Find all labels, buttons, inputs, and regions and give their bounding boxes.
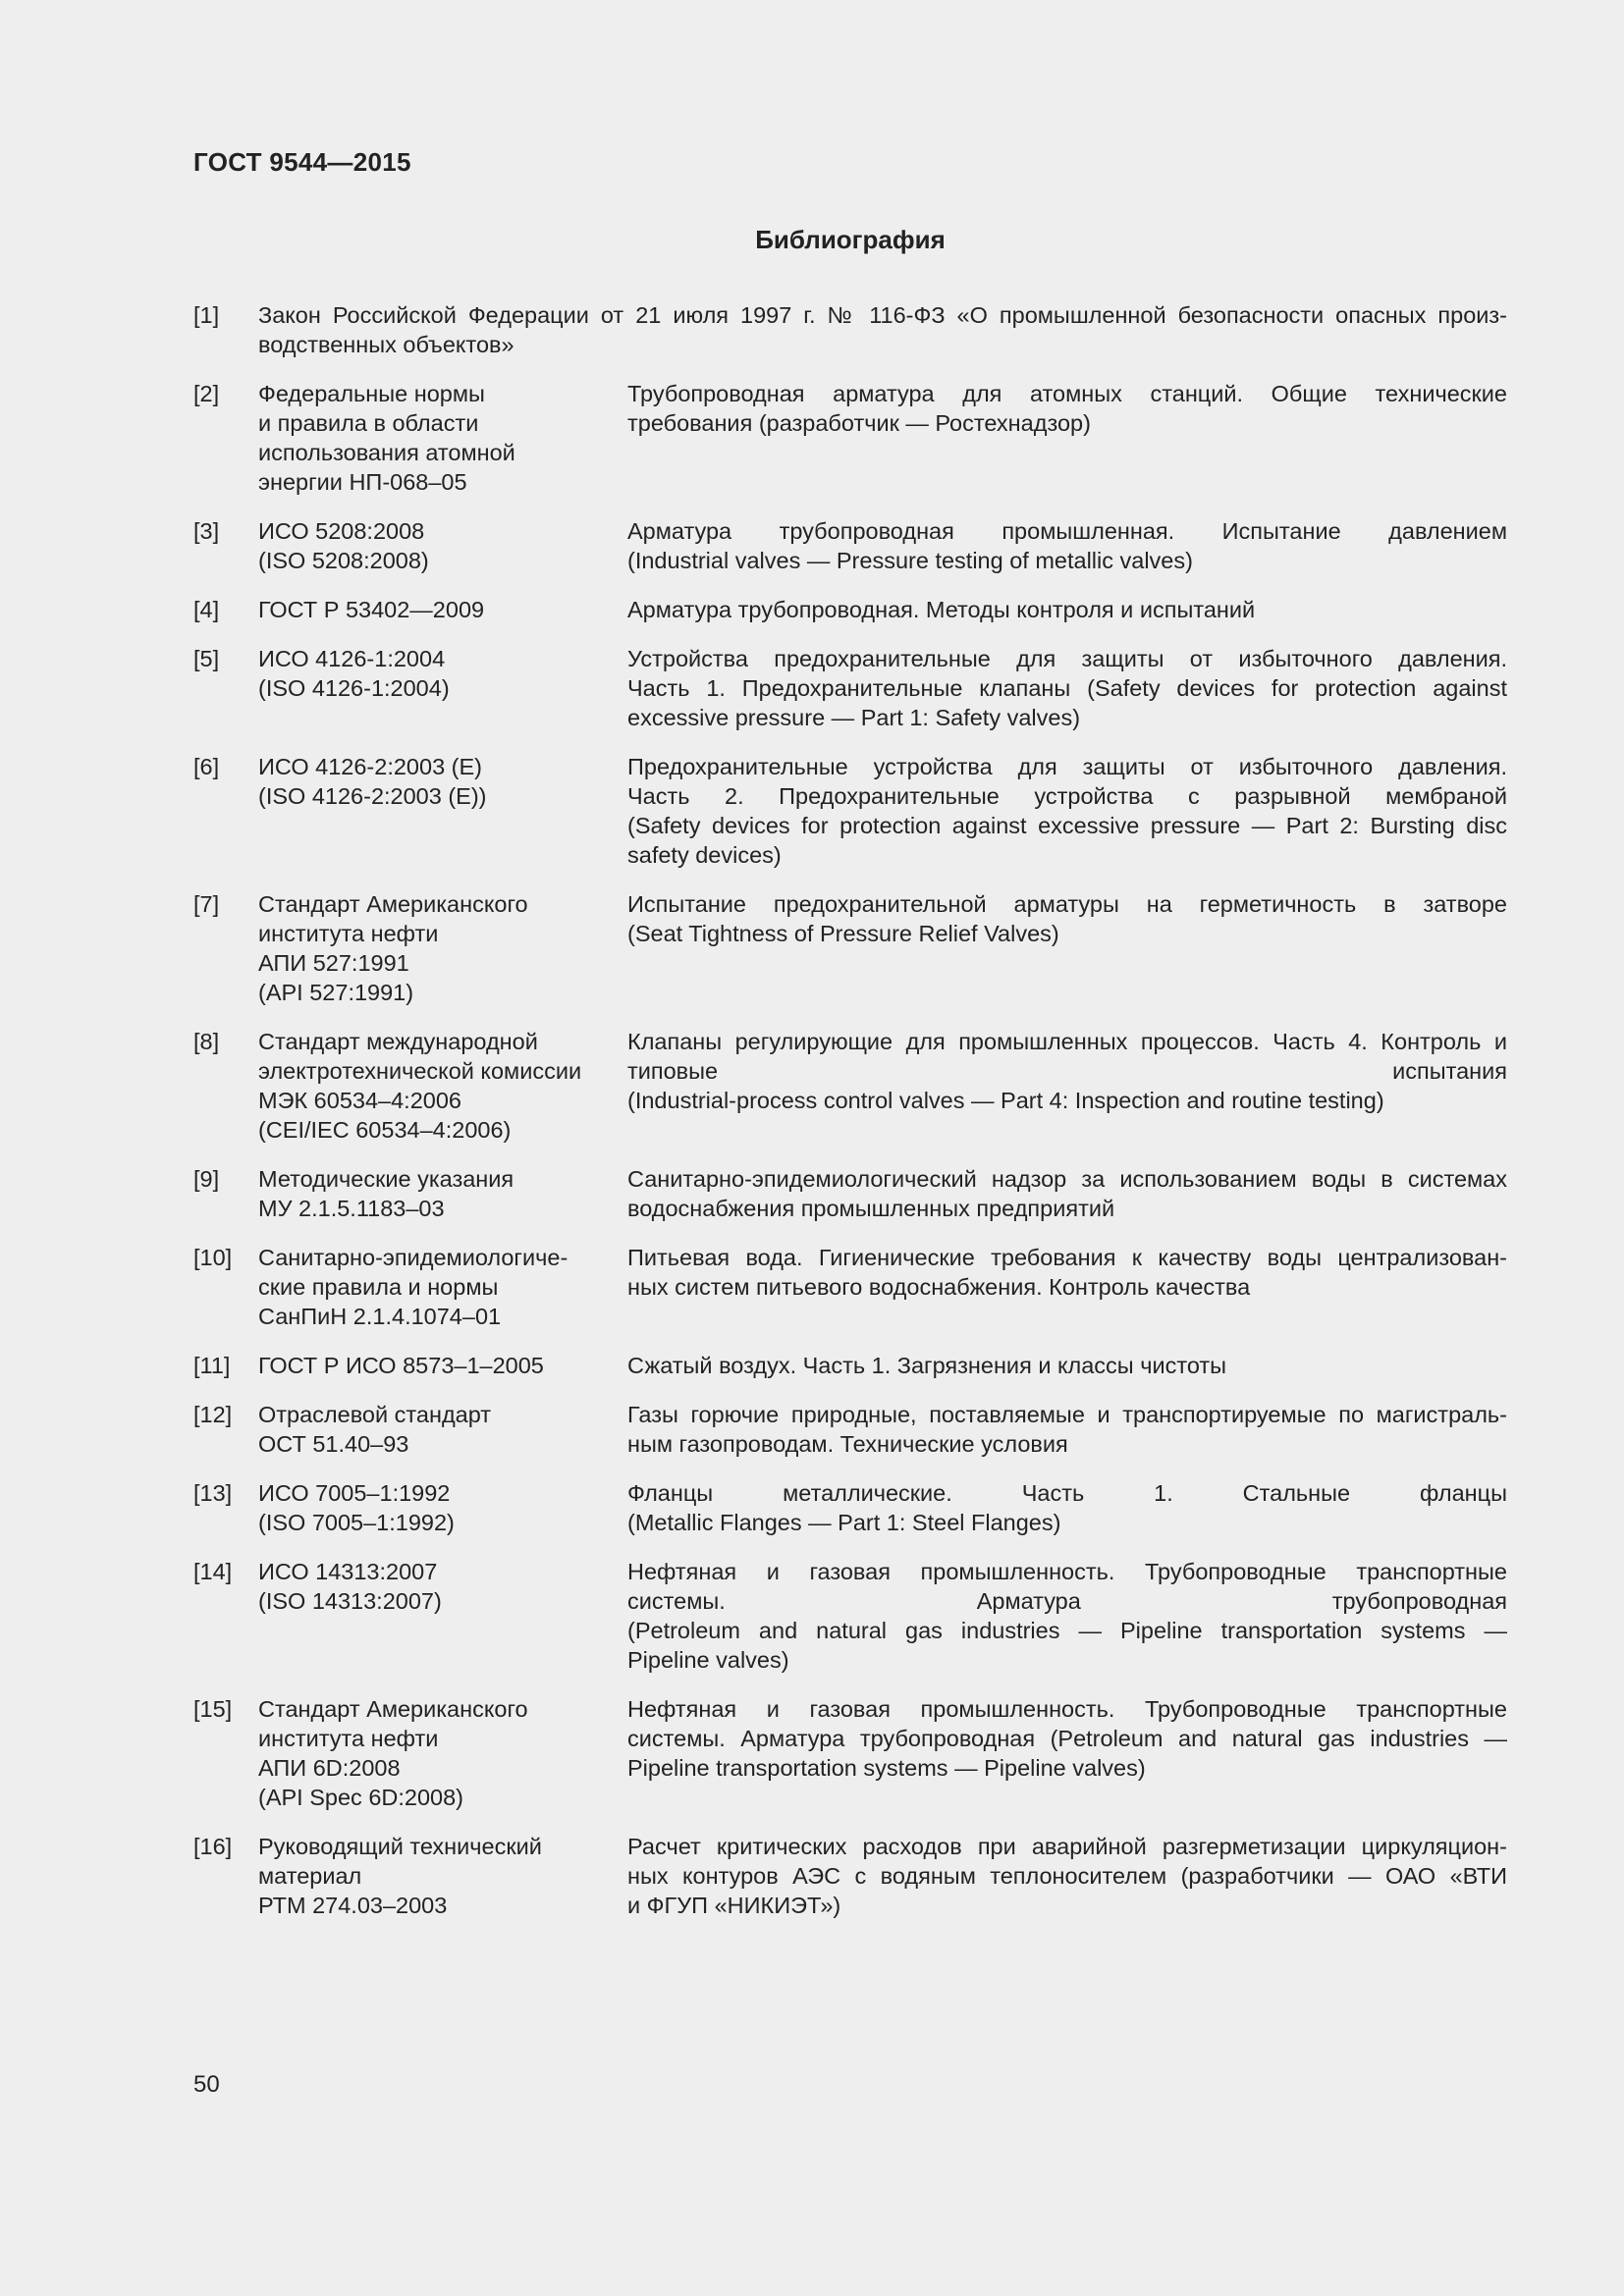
entry-source-line: Федеральные нормы [258, 381, 485, 406]
entry-source-line: ИСО 4126-1:2004 [258, 646, 446, 671]
entry-source-line: ские правила и нормы [258, 1274, 499, 1300]
entry-source-line: (ISO 7005–1:1992) [258, 1510, 455, 1535]
entry-source-line: АПИ 527:1991 [258, 950, 409, 976]
bibliography-entry [193, 1478, 1507, 1537]
entry-source-line: Стандарт международной [258, 1029, 538, 1054]
bibliography-entry [193, 1832, 1507, 1920]
entry-source-line: материал [258, 1863, 362, 1889]
entry-source-line: (ISO 5208:2008) [258, 548, 429, 573]
entry-number: [8] [193, 1029, 220, 1054]
entry-number: [4] [193, 597, 220, 622]
entry-title-line: ным газопроводам. Технические условия [627, 1431, 1068, 1457]
entry-number: [9] [193, 1166, 220, 1192]
entry-source-line: Отраслевой стандарт [258, 1402, 492, 1427]
bibliography-entry [193, 644, 1507, 732]
entry-source-line: (ISO 14313:2007) [258, 1588, 442, 1614]
entry-title-line: Предохранительные устройства для защиты от избыточного давления. [627, 754, 1507, 779]
bibliography-entry [193, 1164, 1507, 1223]
entry-title-line: требования (разработчик — Ростехнадзор) [627, 410, 1091, 436]
entry-title-line: (Industrial valves — Pressure testing of metallic valves) [627, 548, 1193, 573]
entry-source [258, 1832, 622, 1920]
entry-title-line: Питьевая вода. Гигиенические требования к качеству воды централизован- [627, 1245, 1507, 1270]
entry-source-line: СанПиН 2.1.4.1074–01 [258, 1304, 502, 1329]
entry-title-line: Газы горючие природные, поставляемые и транспортируемые по магистраль- [627, 1402, 1507, 1427]
entry-source-line: Руководящий технический [258, 1834, 542, 1859]
entry-source-line: института нефти [258, 921, 439, 946]
entry-source [258, 1478, 622, 1537]
entry-title [627, 644, 1507, 732]
entry-number: [13] [193, 1480, 233, 1506]
entry-source-line: Стандарт Американского [258, 1696, 528, 1722]
bibliography-list [193, 300, 1507, 1940]
entry-source-line: АПИ 6D:2008 [258, 1755, 401, 1781]
entry-title-line: Фланцы металлические. Часть 1. Стальные фланцы [627, 1480, 1507, 1506]
entry-source [258, 1694, 622, 1812]
entry-title-line: системы. Арматура трубопроводная [627, 1588, 1507, 1614]
entry-title [627, 752, 1507, 870]
bibliography-entry [193, 595, 1507, 624]
entry-number: [5] [193, 646, 220, 671]
entry-number: [2] [193, 381, 220, 406]
entry-source-line: (API Spec 6D:2008) [258, 1785, 463, 1810]
entry-source-line: Санитарно-эпидемиологиче- [258, 1245, 568, 1270]
bibliography-entry [193, 889, 1507, 1007]
entry-title-line: системы. Арматура трубопроводная (Petroleum and natural gas industries — [627, 1726, 1507, 1751]
entry-text-line: Закон Российской Федерации от 21 июля 1997 г. № 116-ФЗ «О промышленной безопасности опасных произ- [258, 302, 1507, 328]
entry-source-line: Стандарт Американского [258, 891, 528, 917]
entry-title [627, 1164, 1507, 1223]
entry-title-line: Арматура трубопроводная. Методы контроля и испытаний [627, 597, 1256, 622]
entry-title [627, 1832, 1507, 1920]
entry-number: [16] [193, 1834, 233, 1859]
entry-title-line: Сжатый воздух. Часть 1. Загрязнения и классы чистоты [627, 1353, 1227, 1378]
entry-title [627, 1027, 1507, 1115]
entry-source [258, 595, 622, 624]
entry-title-line: Арматура трубопроводная промышленная. Испытание давлением [627, 518, 1507, 544]
bibliography-entry [193, 300, 1507, 359]
entry-title-line: Часть 2. Предохранительные устройства с разрывной мембраной [627, 783, 1507, 809]
entry-number: [1] [193, 302, 220, 328]
bibliography-entry [193, 1243, 1507, 1331]
entry-title [627, 1478, 1507, 1537]
document-code: ГОСТ 9544—2015 [193, 147, 411, 177]
entry-number: [10] [193, 1245, 233, 1270]
entry-number: [15] [193, 1696, 233, 1722]
entry-title-line: excessive pressure — Part 1: Safety valves) [627, 705, 1081, 730]
entry-number: [12] [193, 1402, 233, 1427]
entry-source [258, 1557, 622, 1616]
entry-title-line: safety devices) [627, 842, 782, 868]
entry-title-line: Испытание предохранительной арматуры на герметичность в затворе [627, 891, 1507, 917]
entry-title [627, 595, 1507, 624]
entry-title-line: (Industrial-process control valves — Part 4: Inspection and routine testing) [627, 1088, 1384, 1113]
entry-source [258, 1164, 622, 1223]
entry-title-line: (Safety devices for protection against excessive pressure — Part 2: Bursting disc [627, 813, 1507, 838]
entry-source-line: Методические указания [258, 1166, 514, 1192]
bibliography-entry [193, 1351, 1507, 1380]
entry-source-line: ИСО 5208:2008 [258, 518, 425, 544]
entry-title-line: и ФГУП «НИКИЭТ») [627, 1893, 841, 1918]
entry-title-line: Устройства предохранительные для защиты от избыточного давления. [627, 646, 1507, 671]
entry-source-line: (ISO 4126-2:2003 (E)) [258, 783, 487, 809]
entry-title-line: Клапаны регулирующие для промышленных процессов. Часть 4. Контроль и [627, 1029, 1507, 1054]
entry-title [627, 1243, 1507, 1302]
entry-title-line: Pipeline valves) [627, 1647, 789, 1673]
entry-source-line: РТМ 274.03–2003 [258, 1893, 448, 1918]
entry-title-line: Трубопроводная арматура для атомных станций. Общие технические [627, 381, 1507, 406]
entry-source-line: (CEI/IEC 60534–4:2006) [258, 1117, 512, 1143]
entry-number: [14] [193, 1559, 233, 1584]
entry-source-line: и правила в области [258, 410, 479, 436]
page-number: 50 [193, 2071, 220, 2098]
entry-source-line: электротехнической комиссии [258, 1058, 582, 1084]
entry-title-line: Расчет критических расходов при аварийной разгерметизации циркуляцион- [627, 1834, 1507, 1859]
entry-text-line: водственных объектов» [258, 332, 514, 357]
entry-title-line: (Seat Tightness of Pressure Relief Valves) [627, 921, 1059, 946]
entry-source [258, 516, 622, 575]
entry-source [258, 379, 622, 497]
entry-number: [7] [193, 891, 220, 917]
entry-source-line: ИСО 4126-2:2003 (E) [258, 754, 482, 779]
entry-source-line: ГОСТ Р ИСО 8573–1–2005 [258, 1353, 544, 1378]
entry-source [258, 1400, 622, 1459]
entry-source-line: института нефти [258, 1726, 439, 1751]
entry-title-line: типовые испытания [627, 1058, 1507, 1084]
entry-title [627, 1351, 1507, 1380]
entry-source-line: МУ 2.1.5.1183–03 [258, 1196, 445, 1221]
entry-source [258, 889, 622, 1007]
bibliography-entry [193, 752, 1507, 870]
entry-source-line: ИСО 7005–1:1992 [258, 1480, 451, 1506]
entry-source [258, 1243, 622, 1331]
entry-source-line: ИСО 14313:2007 [258, 1559, 438, 1584]
entry-title [627, 379, 1507, 438]
entry-source-line: (ISO 4126-1:2004) [258, 675, 450, 701]
entry-title-line: Часть 1. Предохранительные клапаны (Safety devices for protection against [627, 675, 1507, 701]
entry-source-line: использования атомной [258, 440, 515, 465]
entry-source-line: МЭК 60534–4:2006 [258, 1088, 461, 1113]
entry-title [627, 1400, 1507, 1459]
bibliography-entry [193, 1400, 1507, 1459]
entry-number: [6] [193, 754, 220, 779]
entry-source-line: энергии НП-068–05 [258, 469, 467, 495]
entry-source [258, 1351, 622, 1380]
entry-source-line: ОСТ 51.40–93 [258, 1431, 409, 1457]
entry-title [627, 516, 1507, 575]
entry-source [258, 752, 622, 811]
bibliography-entry [193, 1027, 1507, 1145]
entry-full-text [258, 300, 1507, 359]
entry-source [258, 644, 622, 703]
entry-title [627, 1557, 1507, 1675]
entry-title-line: ных систем питьевого водоснабжения. Контроль качества [627, 1274, 1251, 1300]
entry-title [627, 889, 1507, 948]
entry-title-line: Нефтяная и газовая промышленность. Трубопроводные транспортные [627, 1559, 1507, 1584]
entry-title-line: Нефтяная и газовая промышленность. Трубопроводные транспортные [627, 1696, 1507, 1722]
entry-source-line: (API 527:1991) [258, 980, 414, 1005]
entry-number: [11] [193, 1353, 231, 1378]
entry-title [627, 1694, 1507, 1783]
section-title: Библиография [755, 225, 946, 254]
entry-title-line: ных контуров АЭС с водяным теплоносителем (разработчики — ОАО «ВТИ [627, 1863, 1507, 1889]
bibliography-entry [193, 379, 1507, 497]
entry-title-line: водоснабжения промышленных предприятий [627, 1196, 1115, 1221]
bibliography-entry [193, 1694, 1507, 1812]
entry-title-line: (Metallic Flanges — Part 1: Steel Flanges) [627, 1510, 1061, 1535]
entry-title-line: (Petroleum and natural gas industries — Pipeline transportation systems — [627, 1618, 1507, 1643]
entry-title-line: Pipeline transportation systems — Pipeline valves) [627, 1755, 1146, 1781]
entry-number: [3] [193, 518, 220, 544]
entry-title-line: Санитарно-эпидемиологический надзор за использованием воды в системах [627, 1166, 1507, 1192]
bibliography-entry [193, 516, 1507, 575]
entry-source-line: ГОСТ Р 53402—2009 [258, 597, 485, 622]
bibliography-entry [193, 1557, 1507, 1675]
entry-source [258, 1027, 622, 1145]
